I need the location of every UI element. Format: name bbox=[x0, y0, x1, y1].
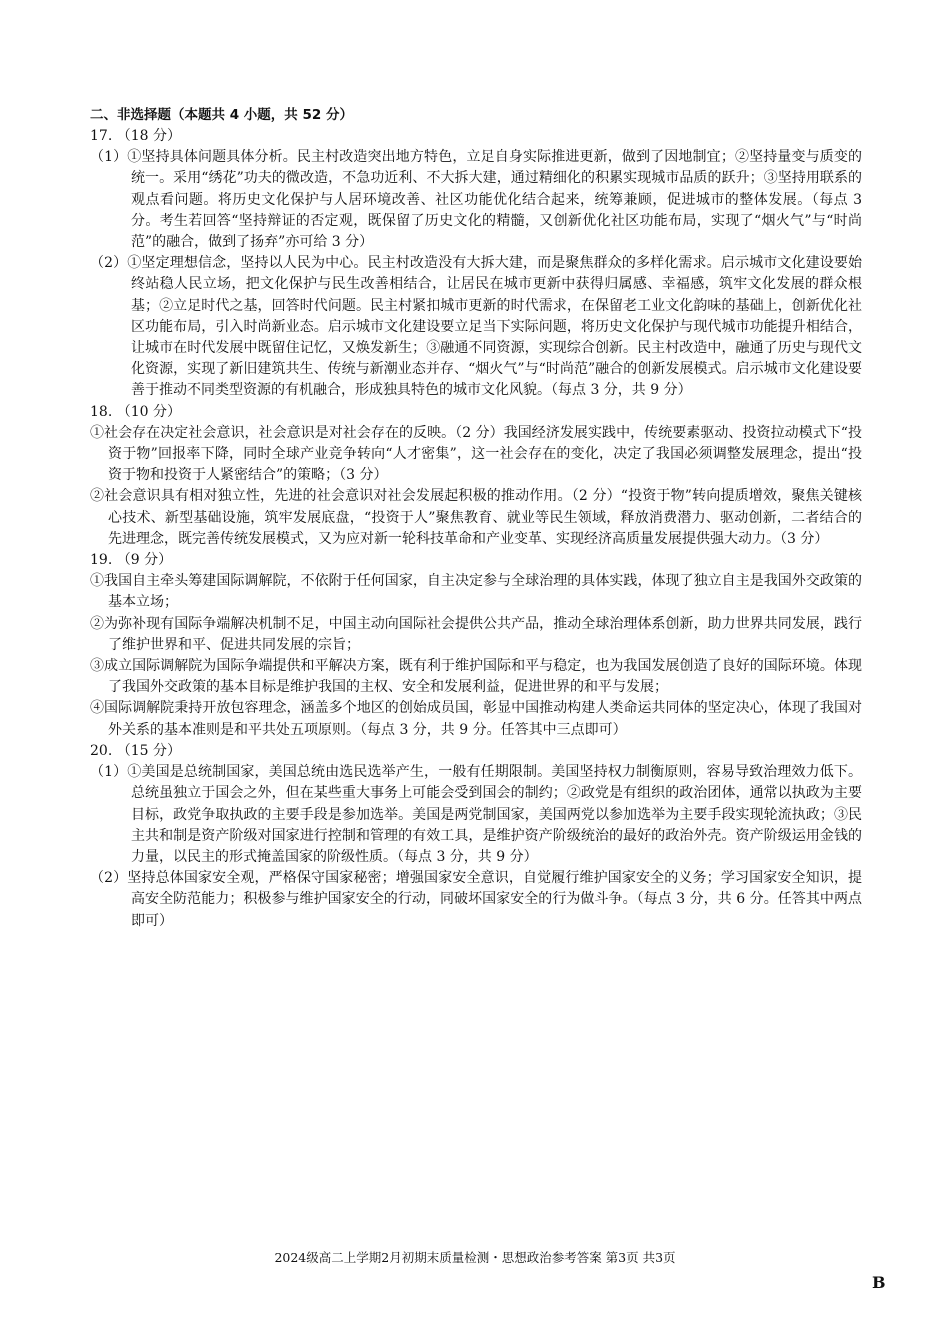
question-header: 18. （10 分） bbox=[90, 403, 181, 420]
answer-point: ④国际调解院秉持开放包容理念，涵盖多个地区的创始成员国，彰显中国推动构建人类命运共同体的坚定决心，体现了我国对外关系的基本准则是和平共处五项原则。（每点 3 分，共 9 分。任答其中三点即可） bbox=[90, 700, 862, 738]
answer-content bbox=[90, 105, 862, 932]
answer-point: ①我国自主牵头筹建国际调解院，不依附于任何国家，自主决定参与全球治理的具体实践，体现了独立自主是我国外交政策的基本立场； bbox=[90, 573, 862, 611]
question-18 bbox=[90, 402, 862, 550]
answer-part: （2）①坚定理想信念，坚持以人民为中心。民主村改造没有大拆大建，而是聚焦群众的多样化需求。启示城市文化建设要始终站稳人民立场，把文化保护与民生改善相结合，让居民在城市更新中获得归属感、幸福感，筑牢文化发展的群众根基；②立足时代之基，回答时代问题。民主村紧扣城市更新的时代需求，在保留老工业文化韵味的基础上，创新优化社区功能布局，引入时尚新业态。启示城市文化建设要立足当下实际问题，将历史文化保护与现代城市功能提升相结合，让城市在时代发展中既留住记忆，又焕发新生；③融通不同资源，实现综合创新。民主村改造中，融通了历史与现代文化资源，实现了新旧建筑共生、传统与新潮业态并存、“烟火气”与“时尚范”融合的创新发展模式。启示城市文化建设要善于推动不同类型资源的有机融合，形成独具特色的城市文化风貌。（每点 3 分，共 9 分） bbox=[90, 255, 862, 399]
answer-point: ①社会存在决定社会意识，社会意识是对社会存在的反映。（2 分）我国经济发展实践中，传统要素驱动、投资拉动模式下“投资于物”回报率下降，同时全球产业竞争转向“人才密集”，这一社会存在的变化，决定了我国必须调整发展理念，提出“投资于物和投资于人紧密结合”的策略；（3 分） bbox=[90, 424, 862, 484]
answer-part: （1）①美国是总统制国家，美国总统由选民选举产生，一般有任期限制。美国坚持权力制衡原则，容易导致治理效力低下。总统虽独立于国会之外，但在某些重大事务上可能会受到国会的制约；②政党是有组织的政治团体，通常以执政为主要目标，政党争取执政的主要手段是参加选举。美国是两党制国家，美国两党以参加选举为主要手段实现轮流执政；③民主共和制是资产阶级对国家进行控制和管理的有效工具，是维护资产阶级统治的最好的政治外壳。资产阶级运用金钱的力量，以民主的形式掩盖国家的阶级性质。（每点 3 分，共 9 分） bbox=[90, 764, 862, 865]
answer-part: （2）坚持总体国家安全观，严格保守国家秘密；增强国家安全意识，自觉履行维护国家安全的义务；学习国家安全知识，提高安全防范能力；积极参与维护国家安全的行动，同破坏国家安全的行为做斗争。（每点 3 分，共 6 分。任答其中两点即可） bbox=[90, 870, 862, 929]
version-mark: B bbox=[872, 1273, 886, 1292]
question-20 bbox=[90, 741, 862, 932]
section-title: 二、非选择题（本题共 4 小题，共 52 分） bbox=[90, 107, 353, 123]
answer-point: ②社会意识具有相对独立性，先进的社会意识对社会发展起积极的推动作用。（2 分）“投资于物”转向提质增效，聚焦关键核心技术、新型基础设施，筑牢发展底盘，“投资于人”聚焦教育、就业等民生领域，释放消费潜力、驱动创新，二者结合的先进理念，既完善传统发展模式，又为应对新一轮科技革命和产业变革、实现经济高质量发展提供强大动力。（3 分） bbox=[90, 488, 862, 547]
answer-point: ③成立国际调解院为国际争端提供和平解决方案，既有利于维护国际和平与稳定，也为我国发展创造了良好的国际环境。体现了我国外交政策的基本目标是维护我国的主权、安全和发展利益，促进世界的和平与发展； bbox=[90, 658, 862, 696]
question-header: 19. （9 分） bbox=[90, 552, 173, 569]
answer-point: ②为弥补现有国际争端解决机制不足，中国主动向国际社会提供公共产品，推动全球治理体系创新，助力世界共同发展，践行了维护世界和平、促进共同发展的宗旨； bbox=[90, 615, 862, 653]
question-17 bbox=[90, 126, 862, 402]
answer-part: （1）①坚持具体问题具体分析。民主村改造突出地方特色，立足自身实际推进更新，做到了因地制宜；②坚持量变与质变的统一。采用“绣花”功夫的微改造，不急功近利、不大拆大建，通过精细化的积累实现城市品质的跃升；③坚持用联系的观点看问题。将历史文化保护与人居环境改善、社区功能优化结合起来，统筹兼顾，促进城市的整体发展。（每点 3 分。考生若回答“坚持辩证的否定观，既保留了历史文化的精髓，又创新优化社区功能布局，实现了“烟火气”与“时尚范”的融合，做到了扬弃”亦可给 3 分） bbox=[90, 149, 862, 251]
page-footer: 2024级高二上学期2月初期末质量检测・思想政治参考答案 第3页 共3页 bbox=[274, 1250, 676, 1265]
question-header: 20. （15 分） bbox=[90, 742, 181, 759]
question-header: 17. （18 分） bbox=[90, 128, 181, 144]
question-19 bbox=[90, 550, 862, 741]
